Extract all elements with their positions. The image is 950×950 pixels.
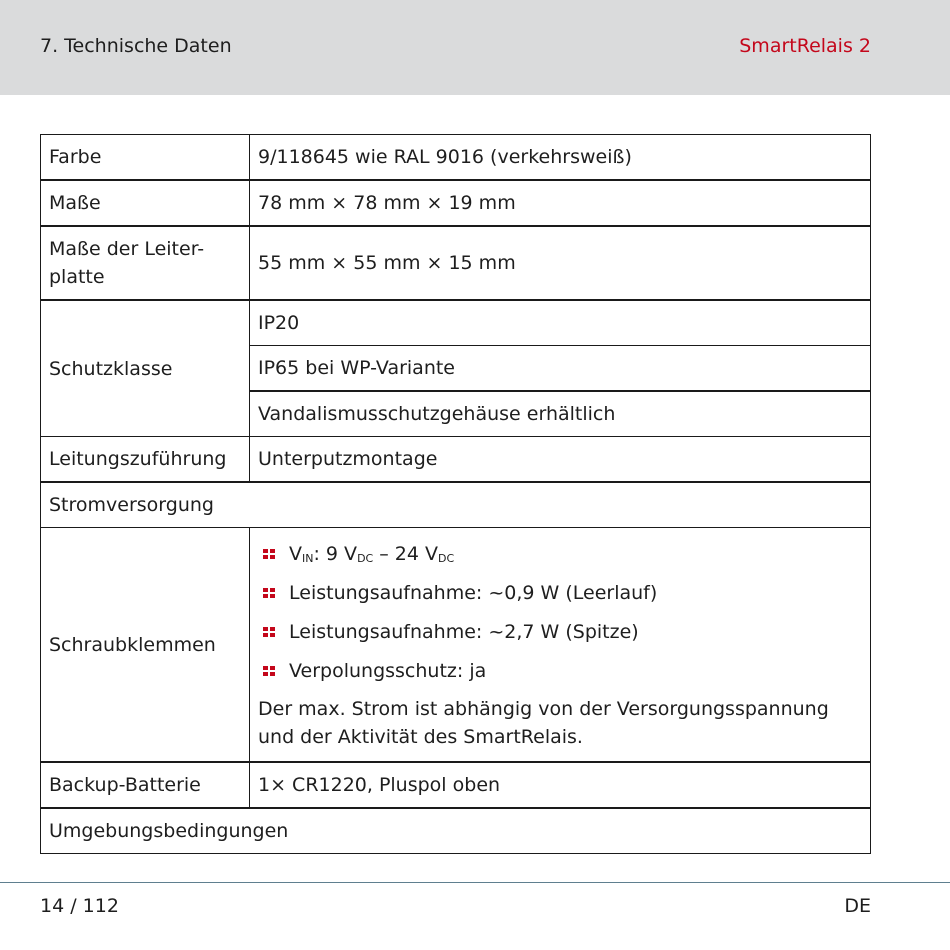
bullet-icon <box>263 588 276 599</box>
table-row <box>41 482 871 528</box>
language-code: DE <box>844 895 871 917</box>
section-title: 7. Technische Daten <box>40 35 232 57</box>
table-row <box>41 135 871 181</box>
list-item <box>258 613 862 652</box>
list-item-text: Verpolungsschutz: ja <box>289 659 487 682</box>
dc-subscript: DC <box>357 551 374 565</box>
page-header <box>0 0 950 95</box>
section-heading: Stromversorgung <box>41 482 871 528</box>
row-value: 1× CR1220, Pluspol oben <box>250 762 871 808</box>
row-value: 78 mm × 78 mm × 19 mm <box>250 180 871 226</box>
vin-separator: : 9 V <box>313 542 358 565</box>
vin-range: – 24 V <box>373 542 439 565</box>
table-row <box>41 762 871 808</box>
spec-table <box>40 134 871 854</box>
row-key: Schraubklemmen <box>41 528 250 763</box>
list-item-text: Leistungsaufnahme: ~0,9 W (Leerlauf) <box>289 581 658 604</box>
row-value: IP65 bei WP-Variante <box>250 346 871 392</box>
list-item <box>258 652 862 691</box>
bullet-icon <box>263 666 276 677</box>
row-value: Unterputzmontage <box>250 437 871 483</box>
row-value: Vandalismusschutzgehäuse erhältlich <box>250 391 871 437</box>
table-row <box>41 808 871 854</box>
table-row <box>41 437 871 483</box>
dc-subscript: DC <box>438 551 455 565</box>
section-heading: Umgebungsbedingungen <box>41 808 871 854</box>
note-text: Der max. Strom ist abhängig von der Versorgungsspannung und der Aktivität des SmartRelais. <box>258 697 829 748</box>
bullet-list <box>258 535 862 691</box>
bullet-icon <box>263 549 276 560</box>
row-key: Maße der Leiter-platte <box>41 226 250 300</box>
row-key: Schutzklasse <box>41 300 250 437</box>
vin-subscript: IN <box>302 551 314 565</box>
list-item <box>258 535 862 574</box>
row-key: Maße <box>41 180 250 226</box>
row-value: 55 mm × 55 mm × 15 mm <box>250 226 871 300</box>
page-number: 14 / 112 <box>40 895 119 917</box>
row-key: Leitungszuführung <box>41 437 250 483</box>
list-item-text: Leistungsaufnahme: ~2,7 W (Spitze) <box>289 620 639 643</box>
table-row <box>41 528 871 763</box>
bullet-icon <box>263 627 276 638</box>
product-name: SmartRelais 2 <box>739 35 871 57</box>
row-value: 9/118645 wie RAL 9016 (verkehrsweiß) <box>250 135 871 181</box>
row-value: IP20 <box>250 300 871 346</box>
table-row <box>41 180 871 226</box>
list-item <box>258 574 862 613</box>
row-value <box>250 528 871 763</box>
vin-symbol: V <box>289 542 302 565</box>
table-row <box>41 300 871 346</box>
footer-divider <box>0 882 950 883</box>
table-row <box>41 226 871 300</box>
row-key: Backup-Batterie <box>41 762 250 808</box>
row-key: Farbe <box>41 135 250 181</box>
